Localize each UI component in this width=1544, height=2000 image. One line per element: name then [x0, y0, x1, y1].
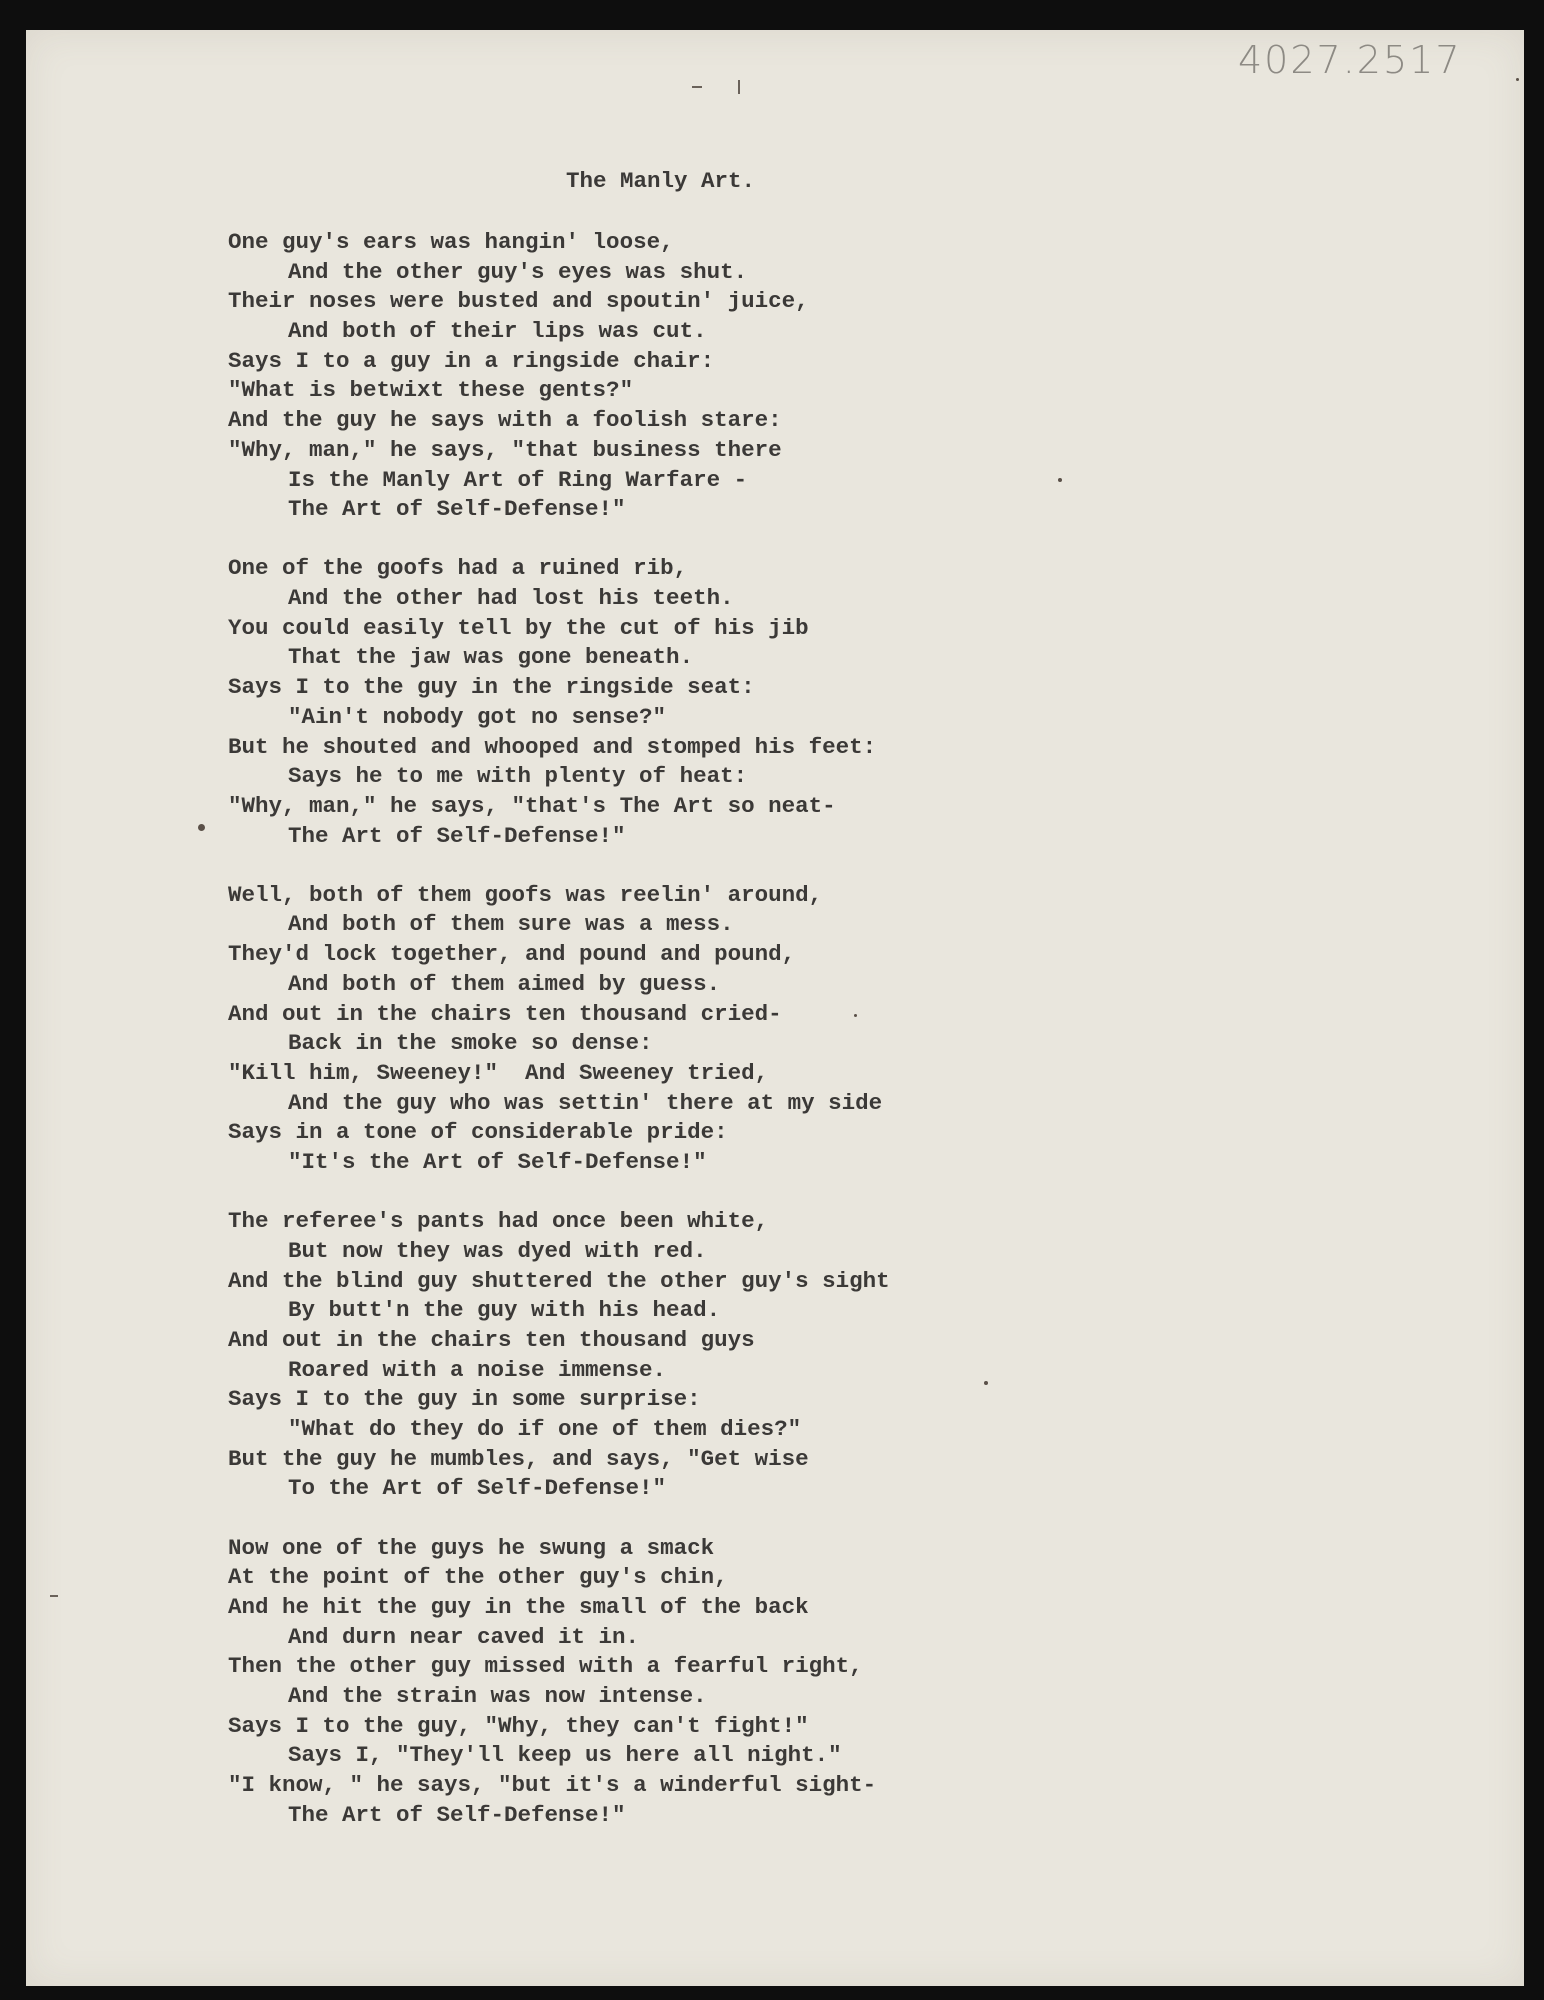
stanza — [228, 881, 1328, 1178]
poem-line: The Art of Self-Defense!" — [288, 822, 626, 849]
poem-line: But the guy he mumbles, and says, "Get wise — [228, 1445, 809, 1472]
poem-line: Says I, "They'll keep us here all night." — [288, 1742, 842, 1769]
poem-line: And out in the chairs ten thousand guys — [228, 1326, 755, 1353]
paper-speck — [1516, 78, 1519, 81]
poem-line: Is the Manly Art of Ring Warfare - — [288, 466, 748, 493]
poem-line: That the jaw was gone beneath. — [288, 644, 694, 671]
poem-line: Says I to the guy, "Why, they can't fight!" — [228, 1712, 809, 1739]
poem-title: The Manly Art. — [566, 168, 756, 194]
stanza — [228, 1207, 1328, 1504]
poem-line: The referee's pants had once been white, — [228, 1208, 769, 1235]
paper-speck — [984, 1381, 988, 1385]
poem-line: And durn near caved it in. — [288, 1623, 640, 1650]
poem-line: Now one of the guys he swung a smack — [228, 1534, 715, 1561]
poem-line: And out in the chairs ten thousand cried- — [228, 1000, 782, 1027]
paper-speck — [1058, 478, 1062, 482]
poem-line: "Kill him, Sweeney!" And Sweeney tried, — [228, 1059, 769, 1086]
document-page — [26, 30, 1524, 1986]
poem-line: "Why, man," he says, "that's The Art so neat- — [228, 792, 836, 819]
poem-line: Roared with a noise immense. — [288, 1356, 667, 1383]
poem-line: "I know, " he says, "but it's a winderful sight- — [228, 1772, 877, 1798]
stanza — [228, 1534, 1328, 1831]
poem-line: And the guy he says with a foolish stare: — [228, 407, 782, 434]
paper-mark — [738, 80, 740, 94]
poem-line: At the point of the other guy's chin, — [228, 1564, 728, 1591]
paper-mark — [50, 1595, 58, 1597]
poem-line: Their noses were busted and spoutin' juice, — [228, 288, 809, 315]
poem-line: Says I to the guy in some surprise: — [228, 1386, 701, 1413]
poem-line: And the strain was now intense. — [288, 1682, 707, 1709]
poem-line: The Art of Self-Defense!" — [288, 1801, 626, 1828]
poem-line: "Ain't nobody got no sense?" — [288, 703, 667, 730]
poem-line: Says I to a guy in a ringside chair: — [228, 347, 715, 374]
poem-line: And the blind guy shuttered the other guy's sight — [228, 1267, 890, 1294]
poem-line: You could easily tell by the cut of his jib — [228, 614, 809, 641]
stanza — [228, 228, 1328, 525]
paper-speck — [854, 1014, 857, 1017]
poem-line: To the Art of Self-Defense!" — [288, 1475, 667, 1502]
poem-line: One of the goofs had a ruined rib, — [228, 555, 688, 582]
poem-line: Then the other guy missed with a fearful right, — [228, 1653, 863, 1680]
poem-line: And both of their lips was cut. — [288, 318, 707, 345]
poem-line: "What do they do if one of them dies?" — [288, 1415, 802, 1442]
paper-speck — [198, 824, 205, 831]
poem-line: And both of them sure was a mess. — [288, 911, 734, 938]
poem-line: And he hit the guy in the small of the back — [228, 1593, 809, 1620]
poem-line: Says he to me with plenty of heat: — [288, 763, 748, 790]
poem-body — [228, 228, 1328, 1860]
poem-line: And the other had lost his teeth. — [288, 585, 734, 612]
poem-line: Back in the smoke so dense: — [288, 1030, 653, 1057]
catalog-number: 4027.2517 — [1238, 38, 1462, 82]
stanza — [228, 554, 1328, 851]
poem-line: "It's the Art of Self-Defense!" — [288, 1148, 707, 1175]
poem-line: By butt'n the guy with his head. — [288, 1297, 721, 1324]
poem-line: Well, both of them goofs was reelin' around, — [228, 881, 823, 908]
poem-line: One guy's ears was hangin' loose, — [228, 229, 674, 255]
poem-line: And the guy who was settin' there at my side — [288, 1089, 883, 1116]
poem-line: And the other guy's eyes was shut. — [288, 258, 748, 285]
poem-line: They'd lock together, and pound and pound, — [228, 941, 796, 968]
poem-line: "Why, man," he says, "that business there — [228, 436, 782, 463]
poem-line: Says I to the guy in the ringside seat: — [228, 674, 755, 701]
poem-line: And both of them aimed by guess. — [288, 970, 721, 997]
paper-mark — [692, 86, 702, 88]
poem-line: The Art of Self-Defense!" — [288, 496, 626, 523]
poem-line: But he shouted and whooped and stomped his feet: — [228, 733, 877, 760]
poem-line: "What is betwixt these gents?" — [228, 377, 634, 404]
poem-line: But now they was dyed with red. — [288, 1237, 707, 1264]
poem-line: Says in a tone of considerable pride: — [228, 1119, 728, 1146]
